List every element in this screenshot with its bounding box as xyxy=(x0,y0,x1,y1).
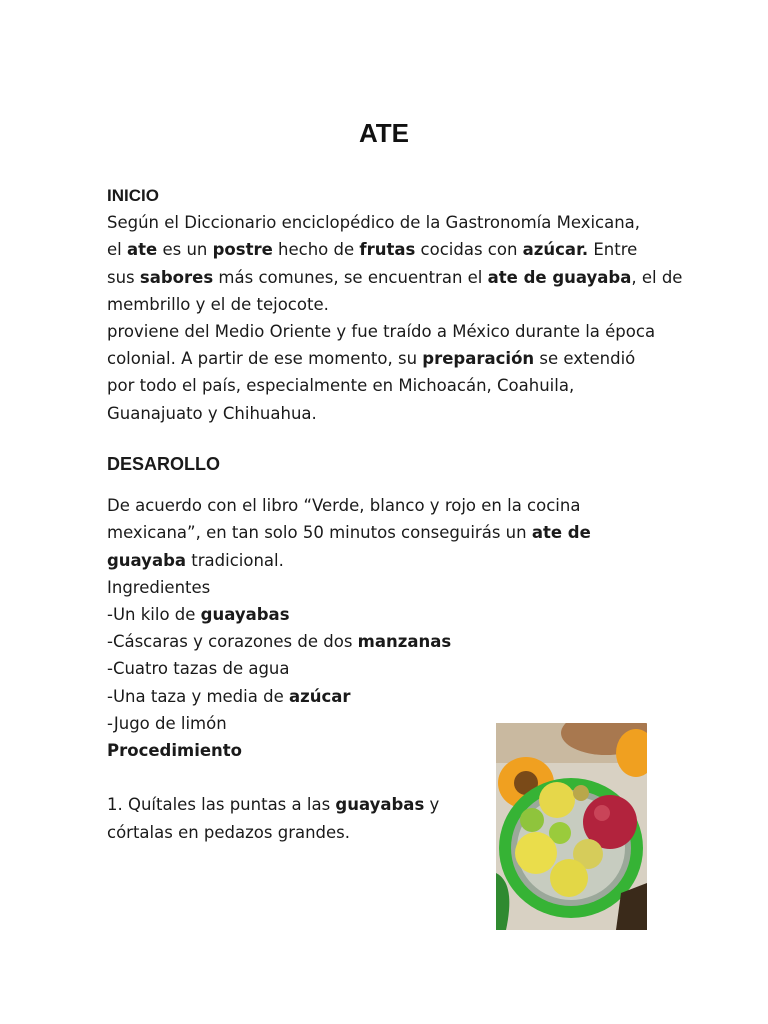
text-span: -Un kilo de xyxy=(107,605,201,625)
section-inicio xyxy=(107,182,683,427)
text-span: , el de xyxy=(631,267,683,287)
text-span: Ingredientes xyxy=(107,577,211,597)
text-line xyxy=(107,318,667,345)
bold-text: guayabas xyxy=(200,605,290,625)
text-line xyxy=(107,492,667,519)
text-span: De acuerdo con el libro “Verde, blanco y rojo en la cocina xyxy=(107,496,581,516)
text-line xyxy=(107,209,667,236)
text-span: mexicana”, en tan solo 50 minutos conseguirás un xyxy=(107,523,532,543)
bold-text: guayaba xyxy=(107,550,187,570)
fruit-photo-icon xyxy=(496,723,647,930)
bold-text: manzanas xyxy=(357,632,452,652)
text-span: más comunes, se encuentran el xyxy=(213,267,488,287)
bold-text: preparación xyxy=(422,349,535,369)
text-span: Entre xyxy=(588,240,638,260)
bold-text: ate de guayaba xyxy=(487,267,632,287)
text-line xyxy=(107,655,667,682)
text-span: -Cuatro tazas de agua xyxy=(107,659,290,679)
text-span: es un xyxy=(157,240,213,260)
text-span: cocidas con xyxy=(415,240,523,260)
section-heading-desarollo: DESAROLLO xyxy=(107,454,221,474)
bold-text: sabores xyxy=(139,267,214,287)
text-span: se extendió xyxy=(534,349,636,369)
text-line xyxy=(107,345,667,372)
bold-text: azúcar. xyxy=(522,240,589,260)
text-line xyxy=(107,519,667,546)
text-span: proviene del Medio Oriente y fue traído a México durante la época xyxy=(107,322,656,342)
text-line xyxy=(107,236,667,263)
bold-text: postre xyxy=(212,240,273,260)
bold-text: guayabas xyxy=(335,795,425,815)
text-line xyxy=(107,400,667,427)
text-span: córtalas en pedazos grandes. xyxy=(107,822,351,842)
bold-text: ate de xyxy=(531,523,591,543)
bold-text: frutas xyxy=(359,240,416,260)
text-span: por todo el país, especialmente en Michoacán, Coahuila, xyxy=(107,376,575,396)
text-line xyxy=(107,264,683,291)
bold-text: Procedimiento xyxy=(107,741,243,761)
text-span: Según el Diccionario enciclopédico de la Gastronomía Mexicana, xyxy=(107,213,641,233)
text-span: -Una taza y media de xyxy=(107,686,289,706)
text-span: -Jugo de limón xyxy=(107,713,227,733)
text-line xyxy=(107,601,667,628)
text-span: 1. Quítales las puntas a las xyxy=(107,795,336,815)
text-line xyxy=(107,372,667,399)
text-span: colonial. A partir de ese momento, su xyxy=(107,349,423,369)
text-span: y xyxy=(424,795,440,815)
bold-text: ate xyxy=(126,240,158,260)
page-title: ATE xyxy=(358,118,410,148)
bold-text: azúcar xyxy=(288,686,351,706)
text-span: sus xyxy=(107,267,140,287)
text-span: el xyxy=(107,240,127,260)
text-span: Guanajuato y Chihuahua. xyxy=(107,403,317,423)
text-span: tradicional. xyxy=(186,550,284,570)
text-line xyxy=(107,291,667,318)
text-span: membrillo y el de tejocote. xyxy=(107,294,329,314)
text-line xyxy=(107,628,667,655)
text-line xyxy=(107,547,667,574)
text-line xyxy=(107,683,667,710)
section-heading-inicio: INICIO xyxy=(107,186,159,205)
inicio-paragraph xyxy=(107,209,683,427)
fruit-photo xyxy=(496,723,647,930)
text-span: hecho de xyxy=(272,240,360,260)
text-span: -Cáscaras y corazones de dos xyxy=(107,632,358,652)
text-line xyxy=(107,574,667,601)
